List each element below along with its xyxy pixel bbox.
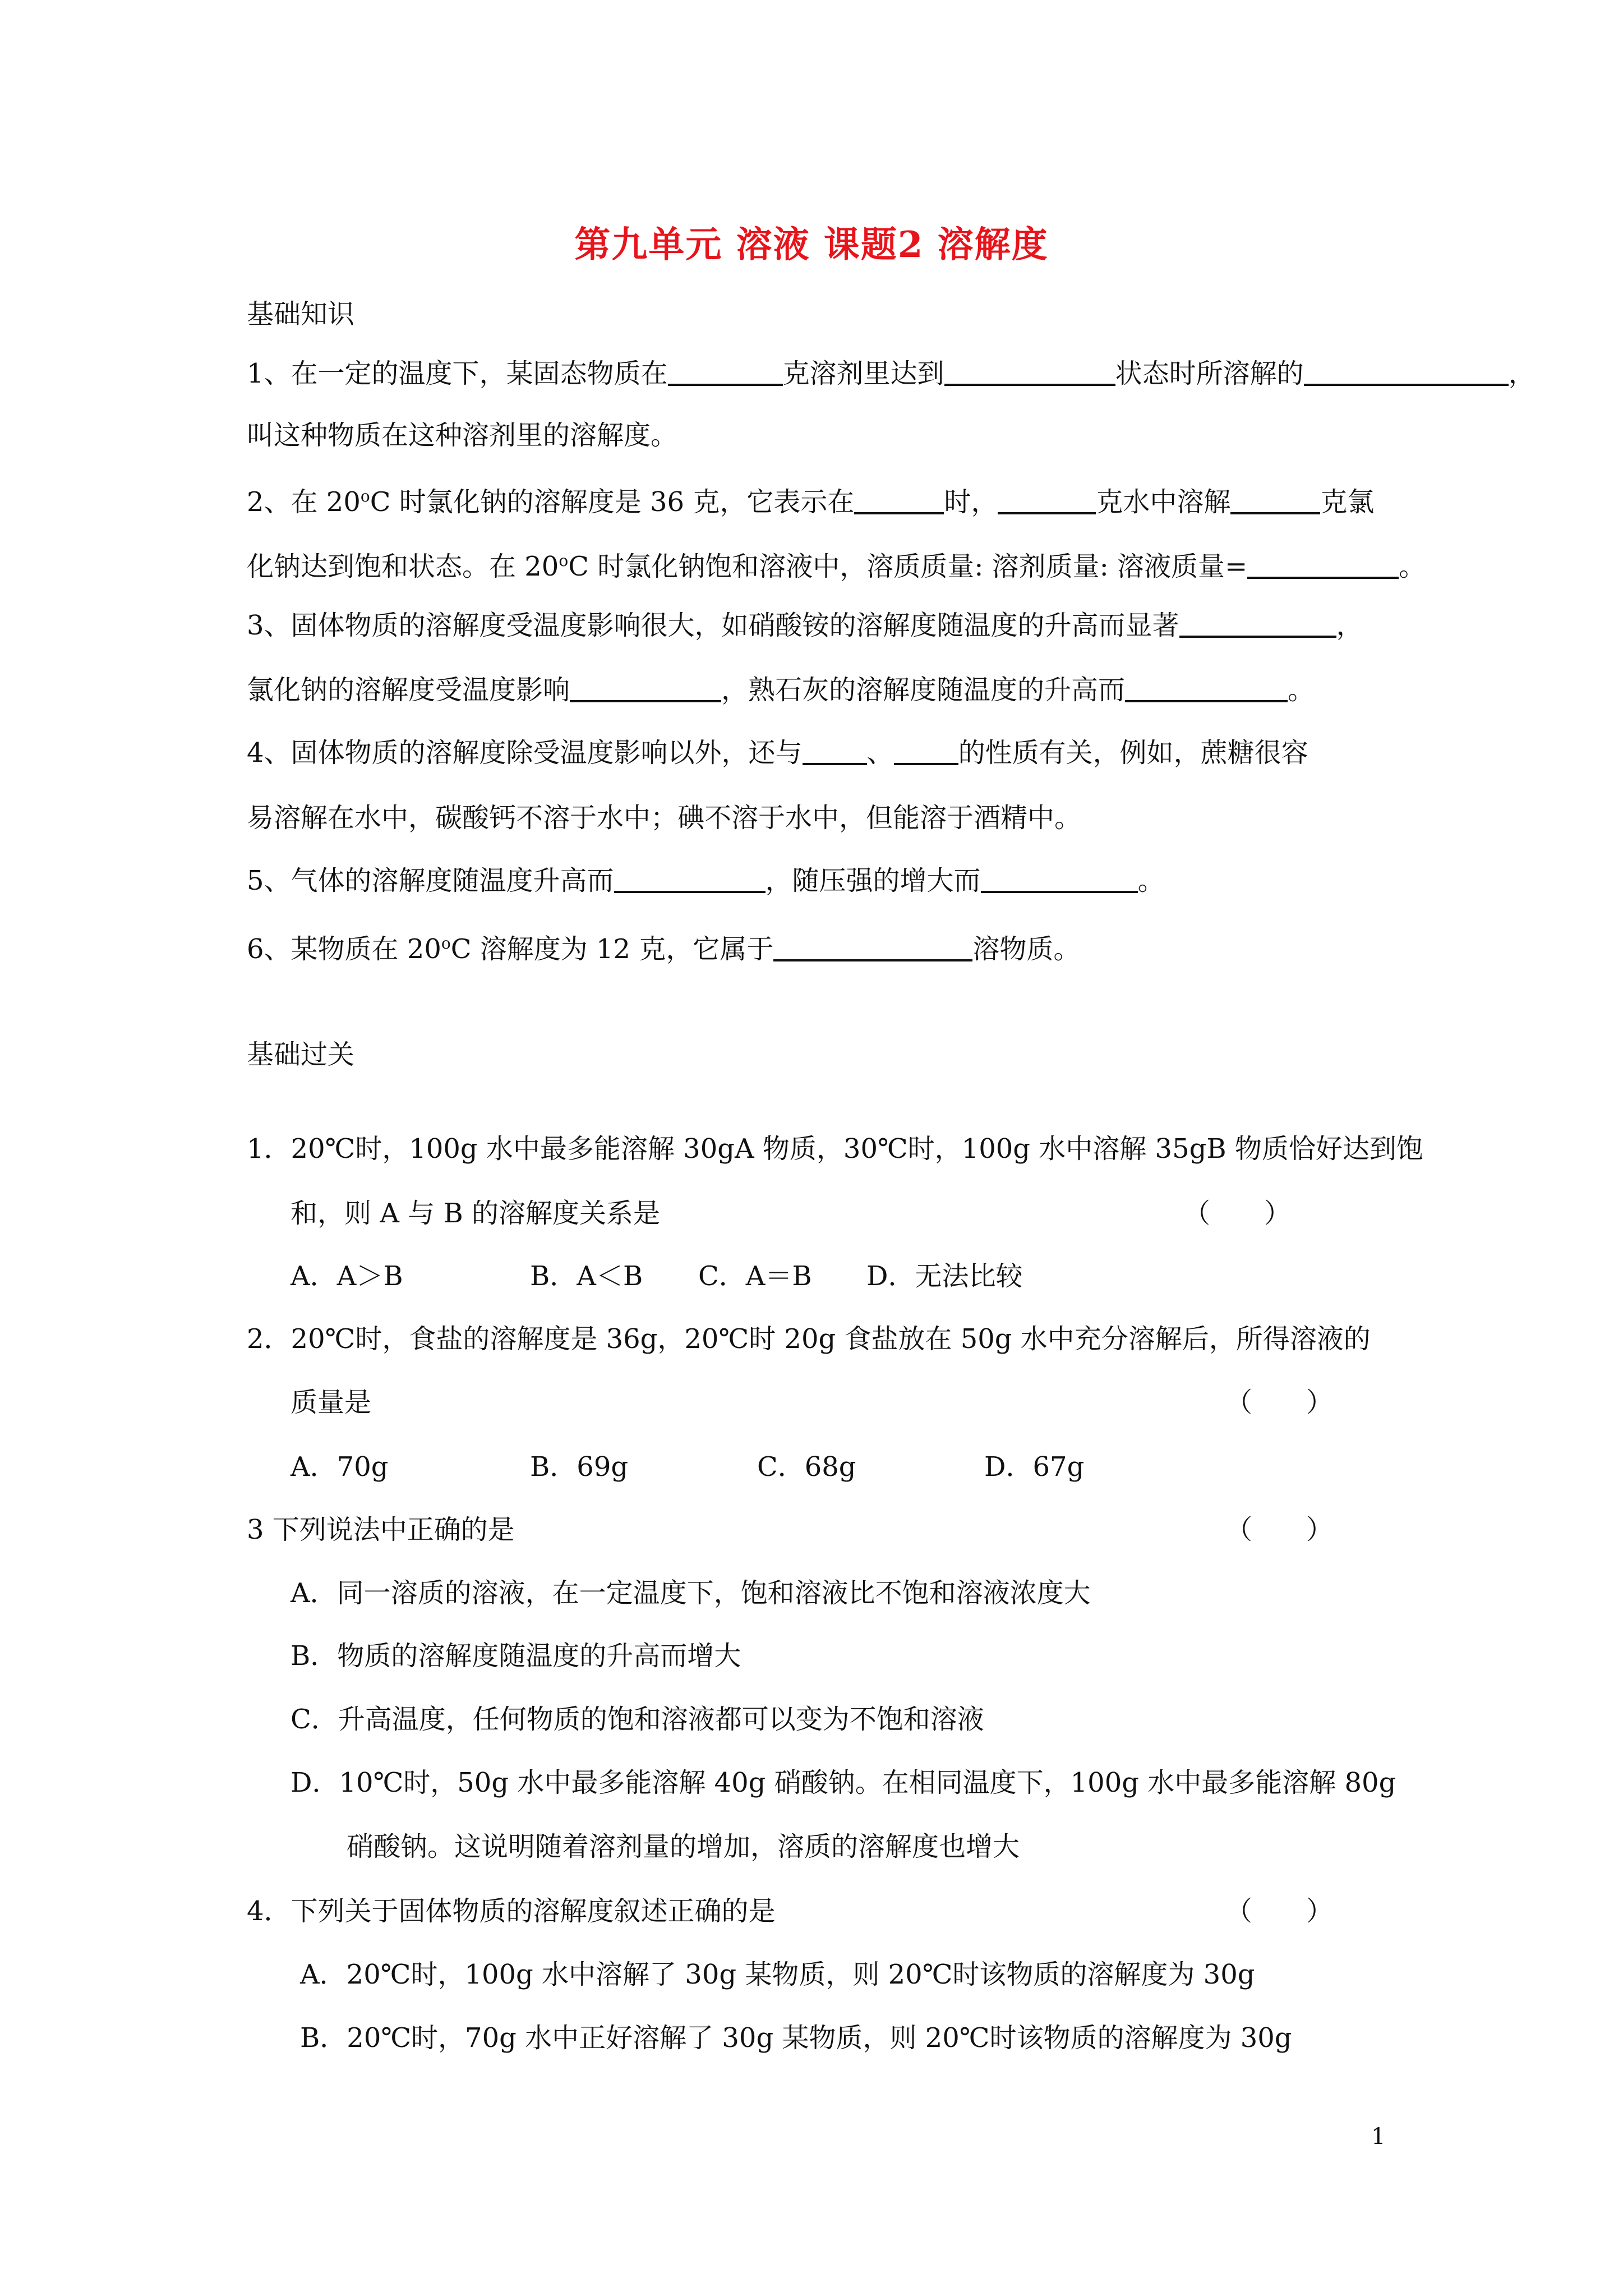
question-5-line <box>247 864 1165 898</box>
mc2-option-c[interactable]: C．68g <box>757 1451 856 1483</box>
mc4-answer-paren[interactable]: （ ） <box>1225 1895 1334 1927</box>
q3-text-1: 3、固体物质的溶解度受温度影响很大，如硝酸铵的溶解度随温度的升高而显著 <box>247 610 1179 641</box>
q6-text-2: C 溶解度为 12 克，它属于 <box>450 933 774 965</box>
page-number: 1 <box>1371 2124 1386 2150</box>
mc3-answer-paren[interactable]: （ ） <box>1225 1514 1334 1545</box>
question-4-line-2: 易溶解在水中，碳酸钙不溶于水中；碘不溶于水中，但能溶于酒精中。 <box>247 802 1082 834</box>
q5-text-3: 。 <box>1137 865 1165 896</box>
mc2-option-d[interactable]: D．67g <box>984 1451 1085 1483</box>
q6-blank-1[interactable] <box>773 937 972 961</box>
mc1-option-d[interactable]: D．无法比较 <box>866 1260 1023 1292</box>
q6-text-1: 6、某物质在 20 <box>247 933 441 965</box>
question-3-line-1 <box>247 609 1363 642</box>
q5-blank-1[interactable] <box>614 868 766 893</box>
page-title: 第九单元 溶液 课题2 溶解度 <box>574 224 1049 266</box>
q2-line2-text-3: 。 <box>1399 551 1426 582</box>
q3-blank-3[interactable] <box>1125 678 1288 702</box>
mc3-option-c[interactable]: C．升高温度，任何物质的饱和溶液都可以变为不饱和溶液 <box>291 1704 984 1735</box>
mc1-option-a[interactable]: A．A＞B <box>291 1260 403 1292</box>
q1-blank-3[interactable] <box>1304 361 1509 386</box>
q1-blank-1[interactable] <box>668 361 783 386</box>
q2-blank-2[interactable] <box>998 490 1096 514</box>
q4-text-1: 4、固体物质的溶解度除受温度影响以外，还与 <box>247 737 803 769</box>
mc1-option-b[interactable]: B．A＜B <box>530 1260 643 1292</box>
question-2-line-2 <box>247 544 1426 583</box>
mc2-stem-line-2: 质量是 <box>291 1387 372 1418</box>
question-2-line-1 <box>247 480 1374 519</box>
q3-line2-text-3: 。 <box>1288 674 1315 706</box>
q2-blank-1[interactable] <box>854 490 944 514</box>
q1-text-4: ， <box>1508 358 1536 389</box>
q2-text-5: 克氯 <box>1320 486 1375 518</box>
section-heading-basic-knowledge: 基础知识 <box>247 298 355 330</box>
q1-text-1: 1、在一定的温度下，某固态物质在 <box>247 358 668 389</box>
q2-text-2: C 时氯化钠的溶解度是 36 克，它表示在 <box>370 486 855 518</box>
mc2-stem-line-1: 2．20℃时，食盐的溶解度是 36g，20℃时 20g 食盐放在 50g 水中充分溶解后，所得溶液的 <box>247 1323 1371 1355</box>
q2-blank-4[interactable] <box>1247 554 1399 579</box>
q4-text-2: 、 <box>866 737 894 769</box>
q5-text-1: 5、气体的溶解度随温度升高而 <box>247 865 614 896</box>
q1-blank-2[interactable] <box>944 361 1115 386</box>
q5-text-2: ，随压强的增大而 <box>765 865 981 896</box>
question-1-line-2: 叫这种物质在这种溶剂里的溶解度。 <box>247 420 678 451</box>
q6-text-3: 溶物质。 <box>972 933 1081 965</box>
mc4-stem: 4．下列关于固体物质的溶解度叙述正确的是 <box>247 1895 776 1927</box>
mc1-stem-line-1: 1．20℃时，100g 水中最多能溶解 30gA 物质，30℃时，100g 水中溶解 35gB 物质恰好达到饱 <box>247 1133 1423 1165</box>
q2-text-1: 2、在 20 <box>247 486 361 518</box>
q3-blank-2[interactable] <box>570 678 721 702</box>
mc1-option-c[interactable]: C．A＝B <box>698 1260 812 1292</box>
q1-text-2: 克溶剂里达到 <box>782 358 944 389</box>
q3-line2-text-2: ，熟石灰的溶解度随温度的升高而 <box>721 674 1126 706</box>
mc3-stem: 3 下列说法中正确的是 <box>247 1514 515 1545</box>
mc2-answer-paren[interactable]: （ ） <box>1225 1387 1334 1418</box>
question-6-line <box>247 927 1080 966</box>
q3-line2-text-1: 氯化钠的溶解度受温度影响 <box>247 674 570 706</box>
mc1-answer-paren[interactable]: （ ） <box>1183 1198 1292 1229</box>
q6-degree-sup: o <box>441 934 451 953</box>
q3-blank-1[interactable] <box>1179 613 1336 638</box>
question-4-line-1 <box>247 736 1308 770</box>
q4-blank-1[interactable] <box>803 740 867 765</box>
q2-blank-3[interactable] <box>1230 490 1320 514</box>
q2-line2-degree-sup: o <box>559 551 569 570</box>
q4-text-3: 的性质有关，例如，蔗糖很容 <box>958 737 1308 769</box>
q4-blank-2[interactable] <box>894 740 958 765</box>
mc3-option-d-line-2: 硝酸钠。这说明随着溶剂量的增加，溶质的溶解度也增大 <box>347 1831 1020 1862</box>
section-heading-basic-checkpoint: 基础过关 <box>247 1039 355 1070</box>
mc3-option-b[interactable]: B．物质的溶解度随温度的升高而增大 <box>291 1640 741 1672</box>
question-3-line-2 <box>247 673 1315 707</box>
q2-text-3: 时， <box>944 486 998 518</box>
q5-blank-2[interactable] <box>981 868 1138 893</box>
mc4-option-a[interactable]: A．20℃时，100g 水中溶解了 30g 某物质，则 20℃时该物质的溶解度为 30g <box>300 1959 1255 1990</box>
q3-text-2: ， <box>1336 610 1363 641</box>
mc2-option-a[interactable]: A．70g <box>291 1451 389 1483</box>
q2-line2-text-1: 化钠达到饱和状态。在 20 <box>247 551 559 582</box>
q2-text-4: 克水中溶解 <box>1096 486 1231 518</box>
mc4-option-b[interactable]: B．20℃时，70g 水中正好溶解了 30g 某物质，则 20℃时该物质的溶解度为 30g <box>300 2022 1292 2054</box>
q1-text-3: 状态时所溶解的 <box>1115 358 1304 389</box>
mc2-option-b[interactable]: B．69g <box>530 1451 629 1483</box>
q2-line2-text-2: C 时氯化钠饱和溶液中，溶质质量: 溶剂质量: 溶液质量= <box>568 551 1248 582</box>
q2-degree-sup: o <box>360 487 370 505</box>
mc3-option-d-line-1[interactable]: D．10℃时，50g 水中最多能溶解 40g 硝酸钠。在相同温度下，100g 水中最多能溶解 80g <box>291 1767 1396 1798</box>
mc3-option-a[interactable]: A．同一溶质的溶液，在一定温度下，饱和溶液比不饱和溶液浓度大 <box>291 1577 1091 1609</box>
question-1-line-1 <box>247 357 1536 390</box>
mc1-stem-line-2: 和，则 A 与 B 的溶解度关系是 <box>291 1198 660 1229</box>
